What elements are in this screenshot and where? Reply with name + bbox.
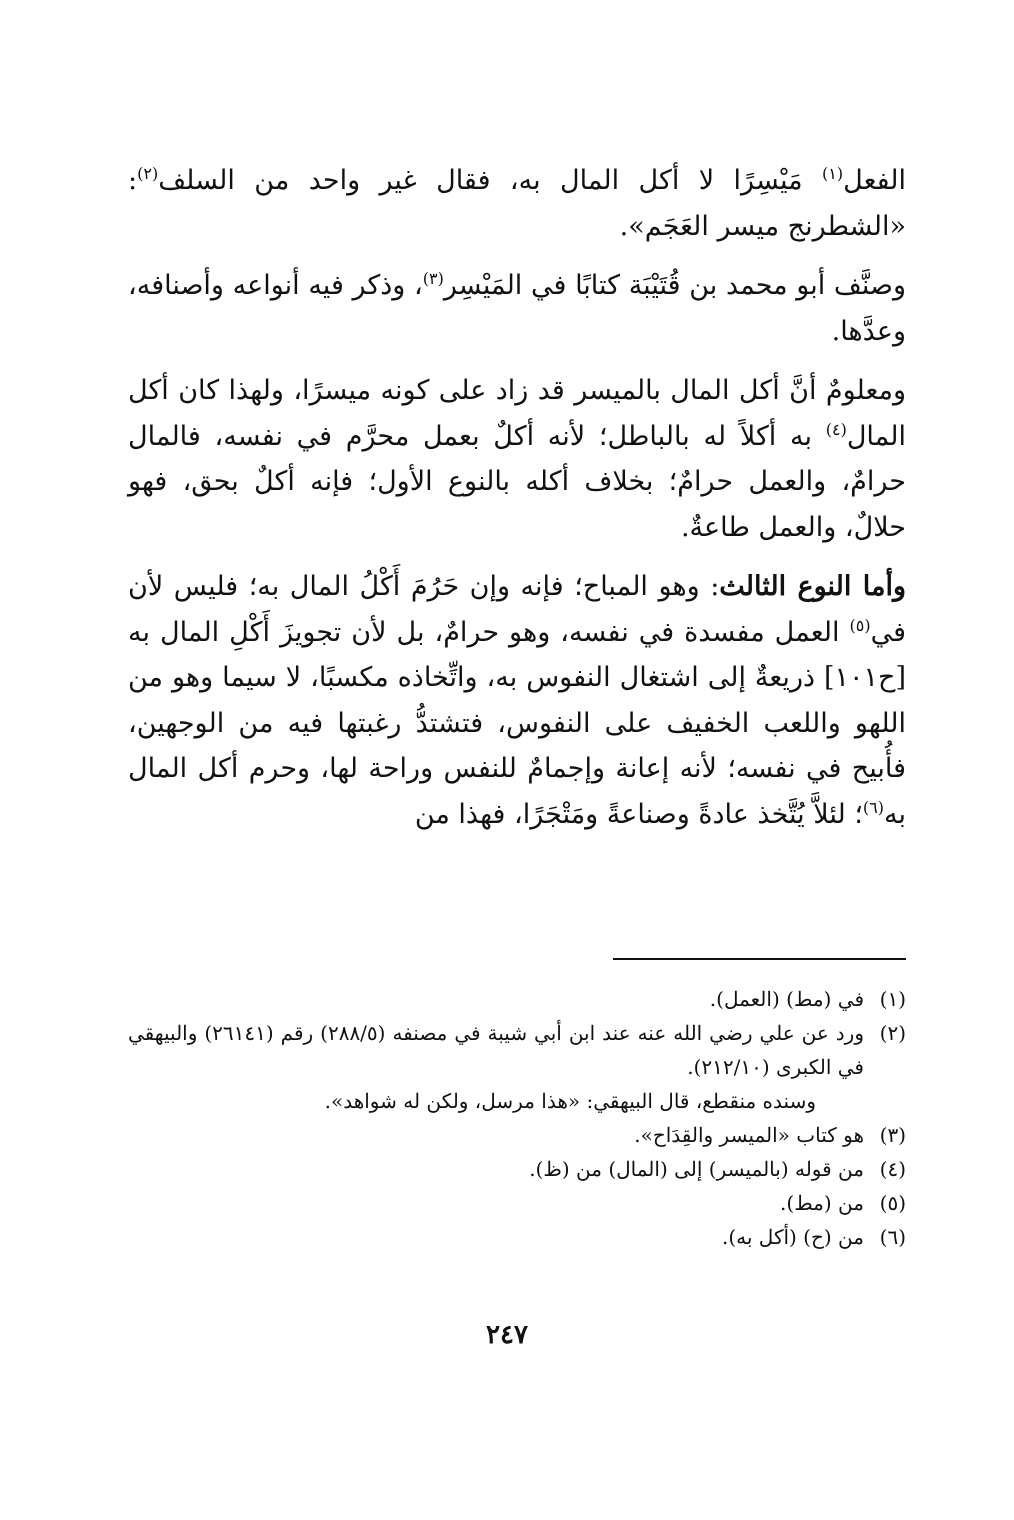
footnote-1	[128, 982, 906, 1016]
footnote-5	[128, 1186, 906, 1220]
text-run: به أكلاً له بالباطل؛ لأنه أكلٌ بعمل محرَّم في نفسه، فالمال حرامٌ، والعمل حرامٌ؛ بخلاف أكله بالنوع الأول؛ فإنه أكلٌ بحق، فهو حلالٌ، والعمل طاعةٌ.	[128, 420, 906, 543]
footnote-3	[128, 1118, 906, 1152]
footnote-6	[128, 1220, 906, 1254]
footnote-ref-3: (٣)	[422, 269, 444, 288]
footnote-ref-1: (١)	[822, 164, 844, 183]
footnote-number: (١)	[879, 987, 906, 1011]
footnote-number: (٤)	[879, 1157, 906, 1181]
page-number: ٢٤٧	[486, 1320, 528, 1350]
footnote-number: (٥)	[879, 1191, 906, 1215]
footnote-number: (٦)	[879, 1225, 906, 1249]
text-run: الفعل	[843, 165, 906, 196]
footnote-number: (٢)	[879, 1021, 906, 1045]
main-text	[128, 158, 906, 851]
text-run: ومعلومٌ أنَّ أكل المال بالميسر قد زاد على كونه ميسرًا، ولهذا كان أكل المال	[128, 375, 906, 452]
paragraph-3	[128, 368, 906, 550]
footnote-text: وسنده منقطع، قال البيهقي: «هذا مرسل، ولكن له شواهد».	[324, 1089, 816, 1113]
footnote-ref-2: (٢)	[137, 164, 159, 183]
footnote-ref-5: (٥)	[849, 615, 871, 635]
text-run: ؛ لئلاَّ يُتَّخذ عادةً وصناعةً ومَتْجَرًا، فهذا من	[414, 798, 863, 830]
footnote-text: من قوله (بالميسر) إلى (المال) من (ظ).	[529, 1157, 864, 1181]
paragraph-1	[128, 158, 906, 249]
paragraph-2	[128, 263, 906, 354]
footnote-2	[128, 1016, 906, 1084]
text-run: : وهو المباح؛ فإنه وإن حَرُمَ أَكْلُ المال به؛ فليس لأن في	[128, 571, 906, 648]
footnote-ref-4: (٤)	[825, 419, 847, 439]
footnote-text: في (مط) (العمل).	[709, 987, 864, 1011]
footnote-text: من (ح) (أكل به).	[721, 1225, 864, 1249]
footnote-4	[128, 1152, 906, 1186]
footnote-text: ورد عن علي رضي الله عنه عند ابن أبي شيبة في مصنفه (٢٨٨/٥) رقم (٢٦١٤١) والبيهقي في الكبرى (٢١٢/١٠).	[128, 1021, 864, 1079]
footnote-2-continuation	[128, 1084, 906, 1118]
section-heading-inline: وأما النوع الثالث	[719, 571, 906, 602]
text-run: : «الشطرنج ميسر العَجَم».	[128, 165, 906, 242]
footnote-text: من (مط).	[780, 1191, 864, 1215]
footnote-text: هو كتاب «الميسر والقِدَاح».	[634, 1123, 864, 1147]
footnote-ref-6: (٦)	[862, 797, 884, 817]
text-run: مَيْسِرًا لا أكل المال به، فقال غير واحد من السلف	[158, 165, 823, 196]
text-run: العمل مفسدة في نفسه، وهو حرامٌ، بل لأن تجويزَ أَكْلِ المال به [ح١٠١] ذريعةٌ إلى اشتغال النفوس به، واتِّخاذه مكسبًا، لا سيما وهو من اللهو واللعب الخفيف على النفوس، فتشتدُّ رغبتها فيه من الوجهين، فأُبيح في نفسه؛ لأنه إعانة وإجمامٌ للنفس وراحة لها، وحرم أكل المال به	[128, 616, 906, 830]
footnotes	[128, 982, 906, 1254]
paragraph-4	[128, 564, 906, 837]
text-run: ، وذكر فيه أنواعه وأصنافه، وعدَّها.	[128, 270, 906, 347]
footnote-number: (٣)	[879, 1123, 906, 1147]
text-run: وصنَّف أبو محمد بن قُتَيْبَة كتابًا في المَيْسِر	[443, 270, 906, 301]
footnote-divider	[613, 958, 906, 960]
